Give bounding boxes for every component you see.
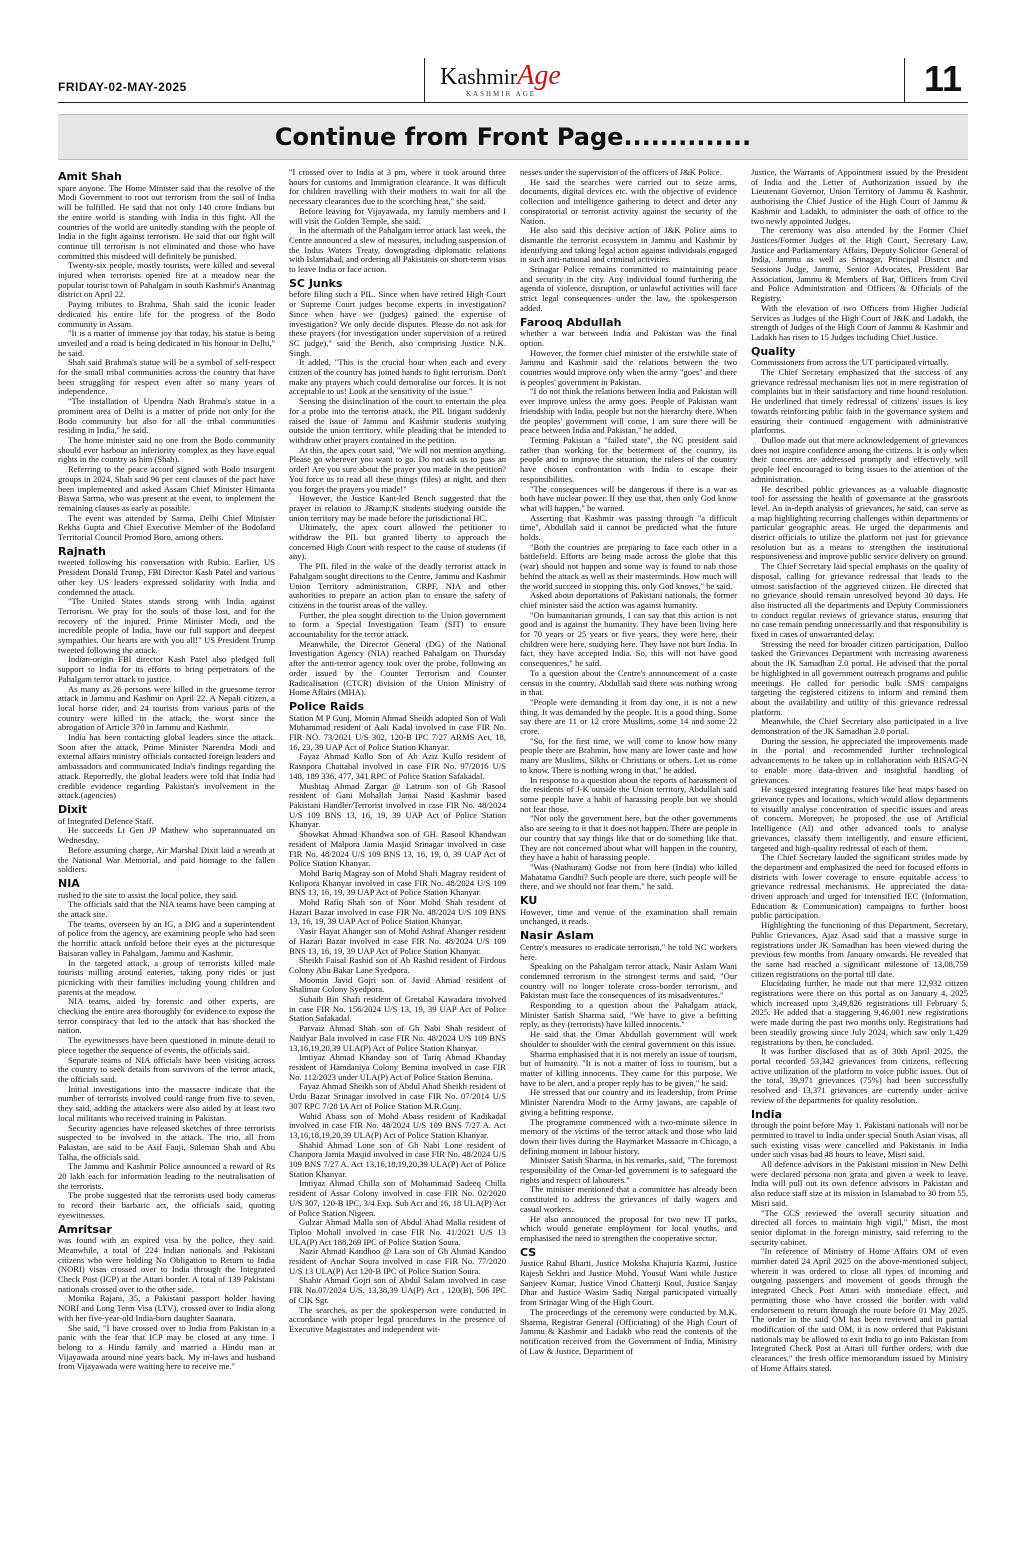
article-heading: Nasir Aslam [520,929,594,943]
article-paragraph: Separate teams of NIA officials have been visiting across the country to seek details from survivors of the terror attack, the officials said. [58,1054,275,1084]
article [58,805,275,875]
article-paragraph: Centre's measures to eradicate terrorism," he told NC workers here. [520,941,737,962]
article [58,544,275,801]
article-paragraph: Station M P Gunj, Momin Ahmad Sheikh adopted Son of Wali Mohammad resident of Aali Kadal involved in case FIR No. FIR NO. 73/2021 U/S 302, 120-B IPC 7/27 ARMS Act, 18, 16, 23, 39 UAP Act of Police Station Khanyar. [289,712,506,752]
article-paragraph: The programme commenced with a two-minute silence in memory of the victims of the terror attack and those who laid down their lives during the Haymarket Massacre in Chicago, a defining moment in labour history. [520,1116,737,1156]
article-paragraph: However, time and venue of the examination shall remain unchanged, it reads. [520,906,737,927]
article-paragraph: The officials said that the NIA teams have been camping at the attack site. [58,899,275,920]
article-paragraph: Before assuming charge, Air Marshal Dixit laid a wreath at the National War Memorial, and paid homage to the fallen soldiers. [58,844,275,875]
article-paragraph: Paying tributes to Brahma, Shah said the iconic leader dedicated his entire life for the progress of the Bodo community in Assam. [58,299,275,329]
article-paragraph: Meanwhile, the Director General (DG) of the National Investigation Agency (NIA) reached Pahalgam on Thursday after the anti-terror agency took over the probe, following an order issued by the Counter Terrorism and Counter Radicalisation (CTCR) division of the Union Ministry of Home Affairs (MHA). [289,638,506,698]
article-paragraph: The searches, as per the spokesperson were conducted in accordance with proper legal procedures in the presence of Executive Magistrates and independent wit- [289,1304,506,1334]
article-paragraph: Mohd Bariq Magray son of Mohd Shafi Magray resident of Kolipora Khanyar involved in case FIR No. 48/2024 U/S 109 BNS 13, 16, 19, 39 UAP Act of Police Station Khanyar. [289,867,506,898]
article-paragraph: To a question about the Centre's announcement of a caste census in the country, Abdullah said there was nothing wrong in that. [520,667,737,698]
article-paragraph: He stressed that our country and its leadership, from Prime Minister Narendra Modi to the Army jawans, are capable of giving a befitting response. [520,1087,737,1117]
article-paragraph: "The CCS reviewed the overall security situation and directed all forces to maintain high vigil," Misri, the most senior diplomat in the foreign ministry, said referring to the security cabinet. [751,1207,968,1247]
header-divider [424,58,425,102]
masthead [0,0,1024,112]
article-paragraph: The teams, overseen by an IG, a DIG and a superintendent of police from the agency, are examining people who had seen the horrific attack unfold before their eyes at the picturesque Baisaran valley in Pahalgam, Jammu and Kashmir. [58,918,275,958]
article-heading: Quality [751,344,796,358]
article-paragraph: nesses under the supervision of the officers of J&K Police. [520,168,722,177]
article-paragraph: of Integrated Defence Staff. [58,815,154,826]
article-paragraph: Imtiyaz Ahmad Chilla son of Mohammad Sadeeq Chilla resident of Assar Colony involved in case FIR No. 02/2020 U/S 307, 120-B IPC, 3/4 Exp. Sub Act and 16, 18 ULA(P) Act of Police Station Nigeen. [289,1178,506,1218]
article-paragraph: However, the former chief minister of the erstwhile state of Jammu and Kashmir said the relations between the two countries would improve only when the army "goes" and there is peoples' government in Pakistan. [520,347,737,387]
page-number: 11 [924,58,963,99]
article-paragraph: "Not only the government here, but the other governments also are seeing to it that it does not happen. There are people in our country that say things like that or do something like that. They are not concerned about what will happen in the country, they have a habit of harassing people. [520,813,737,863]
article-heading: Farooq Abdullah [520,315,622,329]
article-paragraph: Sharma emphasised that it is not merely an issue of tourism, but of humanity. "It is not a matter of loss to tourism, but a matter of killing innocents. They came for this purpose. We have to be alert, and a proper reply has to be given," he said. [520,1048,737,1088]
article-heading: KU [520,894,538,908]
article-paragraph: Terming Pakistan a "failed state", the NC president said rather than working for the betterment of the country, its people and to improve the situation, the rulers of the country have chosen confrontation with India to escape their responsibilities. [520,434,737,484]
article-paragraph: Shabir Ahmad Gojri son of Abdul Salam involved in case FIR No.07/2024 U/S. 13,38,39 UA(P) Act , 120(B), 506 IPC of CIK Sgr. [289,1275,506,1305]
article-paragraph: Ultimately, the apex court allowed the petitioner to withdraw the PIL but granted liberty to approach the concerned High Court with respect to the cause of students (if any). [289,522,506,562]
article-paragraph: Highlighting the functioning of this Department, Secretary, Public Grievances, Ajaz Asad said that a massive surge in registrations under JK Samadhan has been viewed during the previous few months from January onwards. He revealed that the same had reached a significant milestone of 13,08,759 citizen registrations on the portal till date. [751,920,968,979]
article-paragraph: "On humanitarian grounds, I can say that this action is not good and is against the humanity. They have been living here for 70 years or 25 years or five years, they were here, their children were here, studying here. They have not hurt India. In fact, they have accepted India. So, this will not have good consequences," he said. [520,609,737,669]
article-paragraph: He suggested integrating features like heat maps based on grievance types and locations, which would allow departments to visually analyse concentration of specific issues and areas of concern. Moreover, he proposed the use of Artificial Intelligence (AI) and other advanced tools to analyse grievances, classify them intelligently, and ensure efficient, targeted and high-quality redressal of each of them. [751,784,968,853]
article-paragraph: He also announced the proposal for two new IT parks, which would generate employment for local youths, and emphasised the need to strengthen the cooperative sector. [520,1213,737,1243]
article-heading: Dixit [58,803,88,816]
article-paragraph: "In reference of Ministry of Home Affairs OM of even number dated 24 April 2025 on the above-mentioned subject, wherein it was ordered to close all types of incoming and outgoing passengers and movement of goods through the integrated Check Post Attari with immediate effect, and permitting those who have crossed the border with valid endorsement to return through the route before 01 May 2025. The order in the said OM has been reviewed and in partial modification of the said OM, it is now ordered that Pakistani nationals may be allowed to exit India to go into Pakistan from Integrated Check Post at Attari till further orders, with due clearances," the fresh office memorandum issued by Ministry of Home Affairs stated. [751,1246,968,1373]
article-paragraph: spare anyone. The Home Minister said that the resolve of the Modi Government to root out terrorism from the soil of India will be fulfilled. He said that not only 140 crore Indians but the entire world is standing with India in this fight. All the countries of the world are unitedly standing with the people of India in the fight against terrorism. He said that our fight will continue till terrorism is not eliminated and those who have committed this misdeed will definitely be punished. [58,182,275,261]
article [751,1107,968,1374]
article-paragraph: Dulloo made out that mere acknowledgement of grievances does not inspire confidence among the citizens. It is only when their concerns are addressed promptly and effectively will people feel encouraged to bring issues to the attention of the administration. [751,434,968,484]
article-paragraph: The eyewitnesses have been questioned in minute detail to piece together the sequence of events, the officials said. [58,1035,275,1055]
article-paragraph: Responding to a question about the Pahalgam attack, Minister Satish Sharma said, "We have to give a befitting reply, as they (terrorists) have killed innocents." [520,1000,737,1030]
article-paragraph: before filing such a PIL. Since when have retired High Court or Supreme Court judges become experts in investigation? Since when have we (judges) gained the expertise of investigation? We only decide disputes. Please do not ask for these prayers (for investigation under supervision of a retired SC judge)," said the Bench, also comprising Justice N.K. Singh. [289,289,506,358]
article-paragraph: Imtiyaz Ahmad Khanday son of Tariq Ahmad Khanday resident of Hamdaniya Colony Bemina involved in case FIR No. 112/2023 under ULA(P) Act of Police Station Bemina. [289,1052,506,1082]
article-paragraph: Showkat Ahmad Khandwa son of GH. Rasool Khandwan resident of Malpora Jamia Masjid Srinagar involved in case FIR No. 48/2024 U/S 109 BNS 13, 16, 19, 0, 39 UAP Act of Police Station Khanyar. [289,829,506,869]
article-paragraph: Mushtaq Ahmad Zargar @ Latrum son of Gh Rasool resident of Gani Mohallah Jamai Nasid Kashmir based Pakistani Handler/Terrorist involved in case FIR No. 48/2024 U/S 109 BNS 13, 16, 19, 39 UAP Act of Police Station Khanyar. [289,780,506,830]
column-4 [751,168,968,1498]
article-paragraph: Monika Rajani, 35, a Pakistani passport holder having NORI and Long Term Visa (LTV), crossed over to India along with her five-year-old India-born daughter Saanara. [58,1293,275,1323]
article-paragraph: She said, "I have crossed over to India from Pakistan in a panic with the fear that ICP may be closed at any time. I belong to a Hindu family and married a Hindu man at Vijayawada around nine years back. My in-laws and husband from Vijayawada were waiting here to receive me." [58,1322,275,1372]
article-paragraph: Asserting that Kashmir was passing through "a difficult time", Abdullah said it cannot be predicted what the future holds. [520,512,737,543]
article-paragraph: The Chief Secretary emphasized that the success of any grievance redressal mechanism lies not in mere registration of complaints but in their satisfactory and time bound resolution. He underlined that timely redressal of citizens' issues is key towards reinforcing public faith in the governance system and ensuring their continued engagement with administrative platforms. [751,367,968,436]
article-paragraph: Gulzar Ahmad Malla son of Abdul Ahad Malla resident of Tiploo Mohall involved in case FIR No. 41/2021 U/S 13 ULA(P) Act 188,269 IPC of Police Station Soura. [289,1217,506,1247]
article-paragraph: Mohd Rafiq Shah son of Noor Mohd Shah resident of Hazari Bazar involved in case FIR No. 48/2024 U/S 109 BNS 13, 16, 19, 39 UAP Act of Police Station Khanyar. [289,897,506,927]
article-paragraph: In the aftermath of the Pahalgam terror attack last week, the Centre announced a slew of measures, including suspension of the Indus Waters Treaty, downgrading diplomatic relations with Islamabad, and ordering all Pakistanis on short-term visas to leave India or face action. [289,225,506,275]
column-1 [58,168,275,1498]
newspaper-logo: KashmirAge KASHMIR AGE [440,60,561,98]
article [289,276,506,698]
article-paragraph: "The United States stands strong with India against Terrorism. We pray for the souls of those lost, and for the recovery of the injured. Prime Minister Modi, and the incredible people of India, have our full support and deepest sympathies. Our hearts are with you all!" US President Trump tweeted following the attack. [58,596,275,655]
article-paragraph: In the targeted attack, a group of terrorists killed male tourists milling around eateries, taking pony rides or just picnicking with their families including young children and parents at the meadow. [58,957,275,997]
article-paragraph: In response to a question about the reports of harassment of the residents of J-K outside the Union territory, Abdullah said some people have a habit of harassing people but we should not fear those. [520,774,737,814]
article-paragraph: The Chief Secretary laid special emphasis on the quality of disposal, calling for grievance redressal that leads to the utmost satisfaction of the aggrieved citizen. He directed that no grievance should remain unresolved beyond 30 days. He also instructed all the departments and Deputy Commissioners to conduct regular reviews of grievance status, ensuring that no case remain pending unnecessarily and that responsibility is fixed in cases of unwarranted delay. [751,561,968,640]
article-paragraph: The proceedings of the ceremony were conducted by M.K. Sharma, Registrar General (Officiating) of the High Court of Jammu & Kashmir and Ladakh who read the contents of the notification received from the Government of India, Ministry of Law & Justice, Department of [520,1306,737,1356]
article-paragraph: Moomin Javid Gojri son of Javid Ahmad resident of Shalimar Colony Syedpora. [289,974,506,995]
issue-date: FRIDAY-02-MAY-2025 [58,80,187,94]
article-heading: Police Raids [289,699,365,713]
article [58,172,275,543]
article-paragraph: Stressing the need for broader citizen participation, Dulloo tasked the Grievances Department with increasing awareness about the JK Samadhan 2.0 portal. He advised that the portal be highlighted in all government outreach programs and public meetings. He called for periodic bulk SMS campaigns targeting the registered citizens to inform and remind them about the availability and utility of this grievance redressal platform. [751,638,968,717]
article-paragraph: It added, "This is the crucial hour when each and every citizen of the country has joined hands to fight terrorism. Don't make any prayers which could demoralise our forces. It is not acceptable to us! Look at the sensitivity of the issue." [289,357,506,397]
article-paragraph: However, the Justice Kant-led Bench suggested that the prayer in relation to J&amp;K students studying outside the union territory may be made before the jurisdictional HC. [289,493,506,523]
article-paragraph: Parvaiz Ahmad Shah son of Gh Nabi Shah resident of Naidyar Bala involved in case FIR No. 48/2024 U/S 109 BNS 13,16,19,20,39 ULA(P) Act of Police Station Khanyar. [289,1023,506,1053]
article-paragraph: Srinagar Police remains committed to maintaining peace and security in the city. Any individual found furthering the agenda of violence, disruption, or unlawful activities will face strict legal consequences under the law, the spokesperson added. [520,264,737,313]
article-paragraph: The Jammu and Kashmir Police announced a reward of Rs 20 lakh each for information leading to the neutralisation of the terrorists. [58,1161,275,1191]
article-heading: Amritsar [58,1222,112,1236]
article-paragraph: Sensing the disinclination of the court to entertain the plea for a probe into the terrorist attack, the PIL litigant suddenly raised the issue of Jammu and Kashmir students studying outside the union territory, while pleading that he intended to withdraw other prayers contained in the petition. [289,396,506,445]
section-title: Continue from Front Page.............. [274,123,752,151]
article-paragraph: whether a war between India and Pakistan was the final option. [520,328,737,348]
article-paragraph: The ceremony was also attended by the Former Chief Justices/Former Judges of the High Court, Secretary Law, Justice and Parliamentary Affairs, Deputy Solicitor General of India, Jammu as well as Srinagar, Principal District and Sessions Judge, Jammu, Senior Advocates, President Bar Association, Jammu & Members of Bar, Officers from Civil and Police Administration and Officers & Officials of the Registry. [751,225,968,304]
article-paragraph: "Both the countries are preparing to face each other in a battlefield. Efforts are being made across the globe that this (war) should not happen and some way is found to nab those behind the attack as well as their masterminds. How much will the world succeed in stopping this, only God knows," he said. [520,541,737,591]
article-paragraph: He also said this decisive action of J&K Police aims to dismantle the terrorist ecosystem in Jammu and Kashmir by identifying and taking legal action against individuals engaged in such anti-national and criminal activities. [520,225,737,265]
column-2 [289,168,506,1498]
article-paragraph: Shah said Brahma's statue will be a symbol of self-respect for the small tribal communities across the country that have been struggling for respect even after so many years of independence. [58,357,275,397]
article-columns [58,168,968,1498]
article-paragraph: Referring to the peace accord signed with Bodo insurgent groups in 2024, Shah said 96 per cent clauses of the pact have been implemented and asked Assam Chief Minister Himanta Biswa Sarma, who was present at the event, to implement the remaining clauses as early as possible. [58,464,275,513]
article-heading: CS [520,1245,537,1259]
article-paragraph: Meanwhile, the Chief Secretary also participated in a live demonstration of the JK Samadhan 2.0 portal. [751,716,968,737]
article [289,168,506,275]
article-paragraph: "It is a matter of immense joy that today, his statue is being unveiled and a road is being dedicated in his honour in Delhi," he said. [58,328,275,358]
article-paragraph: Wahid Abass son of Mohd Abass resident of Kadikadal involved in case FIR No. 48/2024 U/S 109 BNS 7/27 A. Act 13,16,18,19,20,39 ULA(P) Act of Police Station Khanyar. [289,1110,506,1140]
article-paragraph: Speaking on the Pahalgam terror attack, Nasir Aslam Wani condemned terrorism in the strongest terms and said, "Our country will no longer tolerate cross-border terrorism, and Pakistan must face the consequences of its misadventures." [520,961,737,1001]
article [289,699,506,1335]
article-paragraph: All defence advisors in the Pakistani mission in New Delhi were declared persona non grata and given a week to leave. India will pull out its own defence advisors in Pakistan and also reduce staff size at its mission in Islamabad to 30 from 55, Misri said. [751,1159,968,1208]
article-paragraph: The Chief Secretary lauded the significant strides made by the department and emphasized the need for focused efforts in districts with lower coverage to ensure equitable access to grievance redressal mechanisms. He appreciated the data-driven approach and urged for intensified IEC (Information, Education & Communication) campaigns to further boost public participation. [751,852,968,921]
section-banner [58,114,968,160]
article-paragraph: Fayaz Ahmad Kullo Son of Ab Aziz Kullo resident of Rasnpora Chattabal involved in case FIR No. 97/2016 U/S 148, 189 336, 477, 341 RPC of Police Station Safakadal. [289,751,506,781]
article-paragraph: He said the searches were carried out to seize arms, documents, digital devices etc. with the objective of evidence collection and intelligence gathering to detect and deter any conspiratorial or terrorist activity against the security of the Nation. [520,176,737,226]
article-paragraph: It was further disclosed that as of 30th April 2025, the portal recorded 53,342 grievances from citizens, reflecting active utilization of the platform to voice public issues. Out of the total, 39,971 grievances (75%) had been successfully resolved and 13,371 grievances are currently under active review of the departments for quality resolution. [751,1046,968,1105]
article [520,896,737,927]
article-paragraph: Further, the plea sought direction to the Union government to form a Special Investigation Team (SIT) to ensure accountability for the terror attack. [289,609,506,640]
article [751,344,968,1106]
article-paragraph: The home minister said no one from the Bodo community should ever harbour an inferiority complex as they have equal rights in the country as him (Shah). [58,434,275,465]
header-rule [58,102,968,103]
article-paragraph: Elucidating further, he made out that mere 12,932 citizen registrations were there on this portal as on January 4, 2025 which increased upto 3,49,826 registrations till February 5, 2025. He added that a staggering 9,46,001 new registrations were made during the past two months only. Registrations had been steadily growing since July 2024, which saw only 1,429 registrations by then, he concluded. [751,978,968,1047]
article-paragraph: "Was (Nathuram) Godse not from here (India) who killed Mahatama Gandhi? Such people are there, such people will be there, and we should not fear them," he said. [520,861,737,892]
article-paragraph: Asked about deportations of Pakistani nationals, the former chief minister said the action was against humanity. [520,590,737,610]
article [520,168,737,314]
article-paragraph: The PIL filed in the wake of the deadly terrorist attack in Pahalgam sought directions to the Centre, Jammu and Kashmir Union Territory administration, CRPF, NIA and other authorities to prepare an action plan to ensure the safety of citizens in the tourist areas of the valley. [289,561,506,610]
article-paragraph: The probe suggested that the terrorists used body cameras to record their barbaric act, the officials said, quoting eyewitnesses. [58,1190,275,1220]
article-paragraph: The event was attended by Sarma, Delhi Chief Minister Rekha Gupta and Chief Executive Member of the Bodoland Territorial Council Promod Boro, among others. [58,512,275,543]
article-paragraph: Suhaib Bin Shafi resident of Gretabal Kawadara involved in case FIR No. 156/2024 U/S 13, 19, 39 UAP Act of Police Station Safakadal. [289,994,506,1024]
article-heading: India [751,1107,782,1121]
article-paragraph: Shahid Ahmad Lone son of Gh Nabi Lone resident of Chanpora Jamia Masjid involved in case FIR No. 48/2024 U/S 109 BNS 7/27 A. Act 13,16,18,19,20,39 ULA(P) Act of Police Station Khanyar. [289,1139,506,1179]
article-paragraph: As many as 26 persons were killed in the gruesome terror attack in Jammu and Kashmir on April 22. A Nepali citizen, a local horse rider, and 24 tourists from various parts of the country were killed in the attack, the worst since the abrogation of Article 370 in Jammu and Kashmir. [58,683,275,733]
article-heading: SC Junks [289,276,343,290]
article-paragraph: Justice, the Warrants of Appointment issued by the President of India and the Letter of Authorization issued by the Lieutenant Governor, Union Territory of Jammu & Kashmir, authorising the Chief Justice of the High Court of Jammu & Kashmir and Ladakh, to administer the oath of office to the two newly appointed Judges. [751,168,968,226]
article-heading: NIA [58,876,80,890]
article-paragraph: During the session, he appreciated the improvements made in the portal and recommended further technological advancements to be taken up in collaboration with BISAG-N to enable more data-driven and insightful handling of grievances. [751,735,968,785]
column-3 [520,168,737,1498]
article-paragraph: The minister mentioned that a committee has already been constituted to address the grievances of daily wagers and casual workers. [520,1184,737,1214]
article-paragraph: tweeted following his conversation with Rubio. Earlier, US President Donald Trump, FBI Director Kash Patel and various other key US leaders expressed solidarity with India and condemned the attack. [58,557,275,597]
article-paragraph: Security agencies have released sketches of three terrorists suspected to be involved in the attack. The trio, all from Pakistan, are said to be Asif Fauji, Suleman Shah and Abu Talha, the officials said. [58,1122,275,1162]
article-heading: Rajnath [58,544,107,558]
article-paragraph: Sheikh Faisal Rashid son of Ab Rashid resident of Firdous Colony Abu Bakar Lane Syedpora. [289,955,506,975]
article-paragraph: He succeeds Lt Gen JP Mathew who superannuated on Wednesday. [58,825,275,846]
article-paragraph: With the elevation of two Officers from Higher Judicial Services as Judges of the High Court of J&K and Ladakh, the strength of Judges of the High Court of Jammu & Kashmir and Ladakh has risen to 15 Judges including Chief Justice. [751,302,968,342]
article-paragraph: Yasir Hayat Ahanger son of Mohd Ashraf Ahanger resident of Hazari Bazar involved in case FIR No. 48/2024 U/S 109 BNS 13, 16, 19, 39 UAP Act of Police Station Khanyar. [289,926,506,956]
article [520,931,737,1244]
article-paragraph: "The consequences will be dangerous if there is a war as both have nuclear power. If they use that, then only God know what will happen," he warned. [520,483,737,513]
article-paragraph: India has been contacting global leaders since the attack. Soon after the attack, Prime Minister Narendra Modi and external affairs ministry officials contacted foreign leaders and ambassadors and communicated India's findings regarding the attack. Reportedly, the global leaders were told that India had credible evidence regarding Pakistan's involvement in the attack.(agencies) [58,732,275,801]
article [58,876,275,1221]
article-paragraph: "The installation of Upendra Nath Brahma's statue in a prominent area of Delhi is a matter of pride not only for the Bodo community but also for all the tribal communities residing in India," he said. [58,396,275,436]
article-paragraph: Commissioners from across the UT participated virtually. [751,357,949,368]
article-paragraph: "So, for the first time, we will come to know how many people there are Brahmin, how many are lower caste and how many are Muslims, Sikhs or Christians or others. Let us come to know. There is nothing wrong in that," he added. [520,735,737,775]
article [58,1222,275,1373]
article-paragraph: NIA teams, aided by forensic and other experts, are checking the entire area thoroughly for evidence to expose the terror conspiracy that led to the attack that has shocked the nation. [58,996,275,1036]
article-paragraph: Before leaving for Vijayawada, my family members and I will visit the Golden Temple, she said. [289,205,506,226]
article-paragraph: Initial investigations into the massacre indicate that the number of terrorists involved could range from five to seven, they said, adding the attackers were also aided by at least two local militants who received training in Pakistan. [58,1083,275,1123]
article-paragraph: "I crossed over to India at 3 pm, where it took around three hours for customs and Immigration clearance. It was difficult for children travelling with their mothers to wait for all the necessary clearances due to the scorching heat," she said. [289,168,506,207]
article-paragraph: He said that the Omar Abdullah government will work shoulder to shoulder with the central government on this issue. [520,1029,737,1049]
article-paragraph: Fayaz Ahmad Sheikh son of Abdul Ahad Sheikh resident of Urdu Bazar Srinagar involved in case FIR No. 07/2014 U/S 307 RPC 7/28 IA Act of Police Station M.R.Gunj. [289,1081,506,1111]
header-divider [904,58,905,102]
article-paragraph: At this, the apex court said, "We will not mention anything. Please go wherever you want to go. Do not ask us to pass an order! Are you sure about the prayer you made in the petition? You force us to read all these things (files) at night, and then you forget the prayers you made!" [289,444,506,494]
article-paragraph: Twenty-six people, mostly tourists, were killed and several injured when terrorists opened fire at a meadow near the popular tourist town of Pahalgam in south Kashmir's Anantnag district on April 22. [58,260,275,300]
article-paragraph: through the point before May 1. Pakistani nationals will not be permitted to travel to India under special South Asian visas, all such existing visas were cancelled and Pakistanis in India under such visas had 48 hours to leave, Misri said. [751,1120,968,1160]
article-paragraph: Justice Rahul Bharti, Justice Moksha Khajuria Kazmi, Justice Rajesh Sekhri and Justice Mohd. Yousuf Wani while Justice Sanjeev Kumar, Justice Vinod Chatterji Koul, Justice Sanjay Dhar and Justice Wasim Sadiq Nargal participated virtually from Srinagar Wing of the High Court. [520,1258,737,1308]
article-paragraph: He described public grievances as a valuable diagnostic tool for assessing the health of governance at the grassroots level. An in-depth analysis of grievances, he said, can serve as a map highlighting recurring challenges within departments or particular geographic areas. He urged the departments and district officials to utilize the platform not just for grievance resolution but as a means to strengthen the institutional responsiveness and improve public service delivery on ground. [751,483,968,562]
article-paragraph: was found with an expired visa by the police, they said. Meanwhile, a total of 224 Indian nationals and Pakistani citizens who were holding No Obligation to Return to India (NORI) visas crossed over to India through the Integrated Check Post (ICP) at the Attari border. A total of 139 Pakistani nationals crossed over to the other side. [58,1235,275,1294]
article-heading: Amit Shah [58,170,122,183]
article-paragraph: Minister Satish Sharma, in his remarks, said, "The foremost responsibility of the Omar-led government is to safeguard the rights and respect of labourers." [520,1155,737,1185]
article [751,168,968,343]
article-paragraph: "I do not think the relations between India and Pakistan will ever improve unless the army goes. People of Pakistan want friendship with India, people but not the hierarchy there. When the peoples' government will come, I am sure there will be peace between India and Pakistan," he added. [520,386,737,436]
article [520,315,737,892]
article-paragraph: Nazir Ahmad Kandhoo @ Lara son of Gh Ahmad Kandoo resident of Anchar Soura involved in case FIR No. 77/2020 U/S 13 ULA(P) Act 120-B IPC of Police Station Soura. [289,1246,506,1276]
article-paragraph: rushed to the site to assist the local police, they said. [58,889,238,900]
article-paragraph: "People were demanding it from day one, it is not a new thing. It was demanded by the people. It is a good thing. Some say there are 11 or 12 crore Muslims, some 14 and some 22 crore. [520,696,737,737]
article [520,1245,737,1357]
article-paragraph: Indian-origin FBI director Kash Patel also pledged full support to India for its efforts to bring perpetrators of the Pahalgam terror attack to justice. [58,654,275,684]
